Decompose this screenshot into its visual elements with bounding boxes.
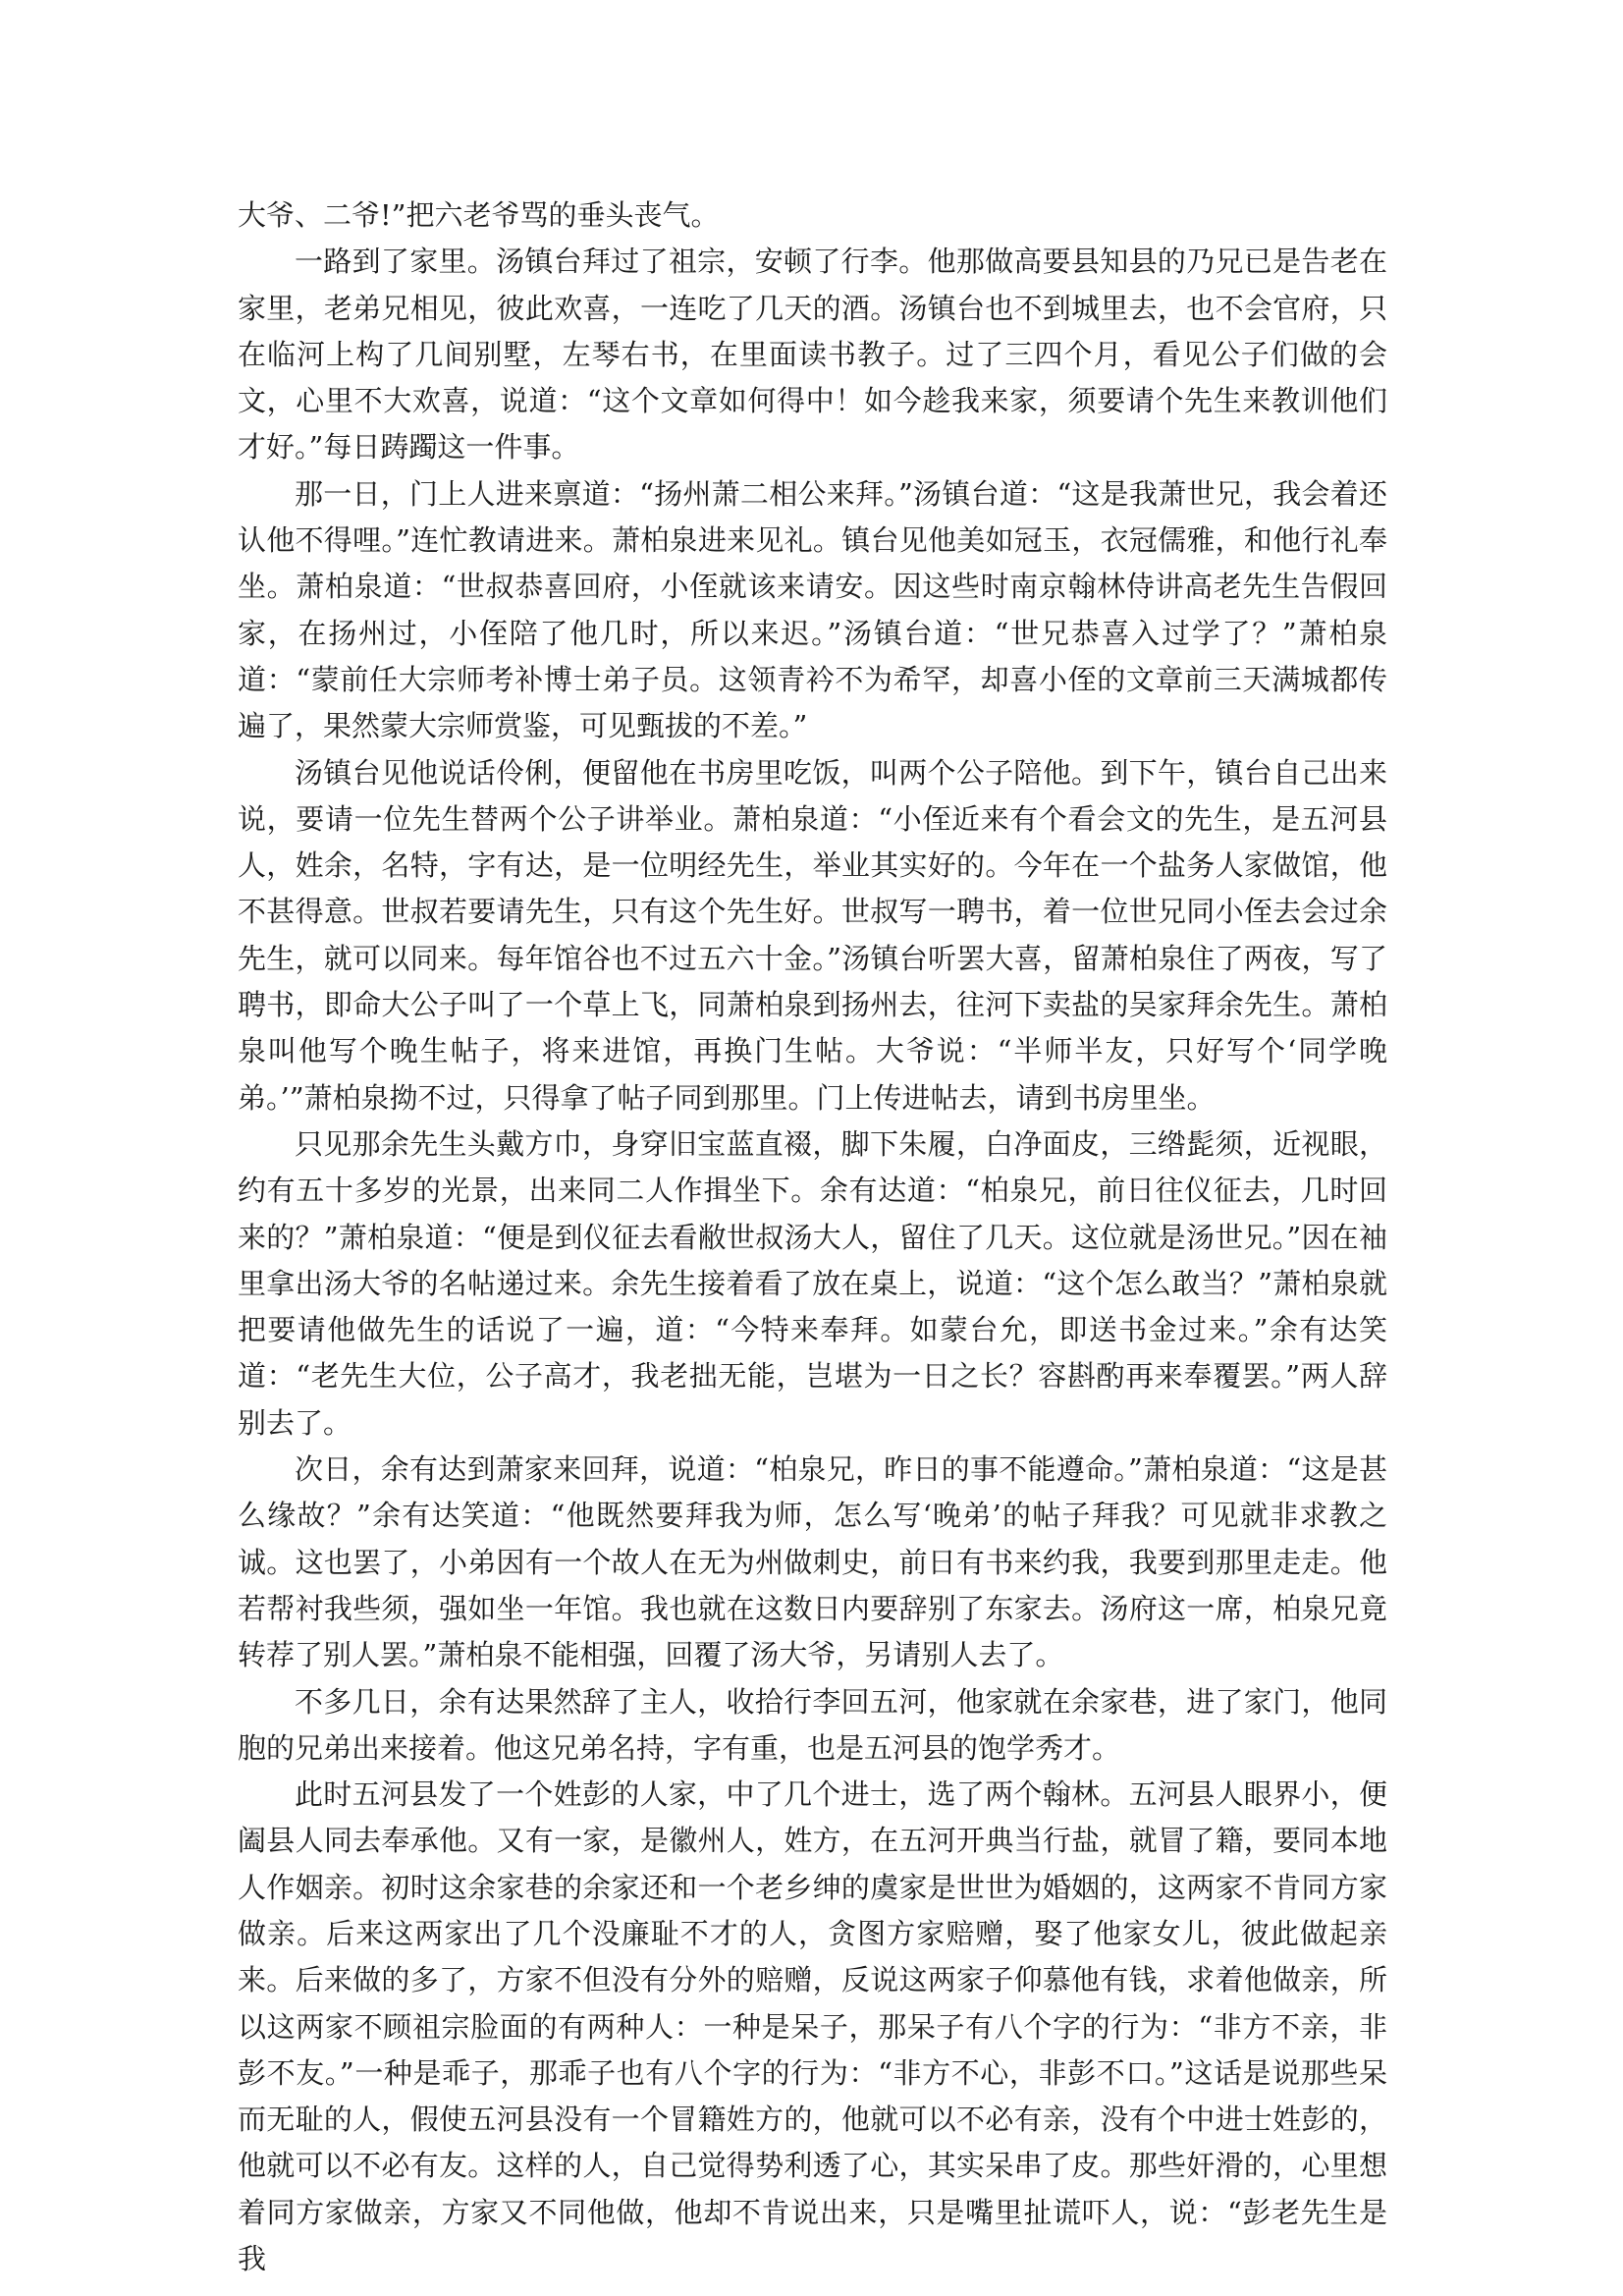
paragraph: 此时五河县发了一个姓彭的人家，中了几个进士，选了两个翰林。五河县人眼界小，便阖县人同去奉承他。又有一家，是徽州人，姓方，在五河开典当行盐，就冒了籍，要同本地人作姻亲。初时这余家巷的余家还和一个老乡绅的虞家是世世为婚姻的，这两家不肯同方家做亲。后来这两家出了几个没廉耻不才的人，贪图方家赔赠，娶了他家女儿，彼此做起亲来。后来做的多了，方家不但没有分外的赔赠，反说这两家子仰慕他有钱，求着他做亲，所以这两家不顾祖宗脸面的有两种人：一种是呆子，那呆子有八个字的行为：“非方不亲，非彭不友。”一种是乖子，那乖子也有八个字的行为：“非方不心，非彭不口。”这话是说那些呆而无耻的人，假使五河县没有一个冒籍姓方的，他就可以不必有亲，没有个中进士姓彭的，他就可以不必有友。这样的人，自己觉得势利透了心，其实呆串了皮。那些奸滑的，心里想着同方家做亲，方家又不同他做，他却不肯说出来，只是嘴里扯谎吓人，说：“彭老先生是我 [238, 1777, 1387, 2276]
paragraph: 次日，余有达到萧家来回拜，说道：“柏泉兄，昨日的事不能遵命。”萧柏泉道：“这是甚么缘故？”余有达笑道：“他既然要拜我为师，怎么写‘晚弟’的帖子拜我？可见就非求教之诚。这也罢了，小弟因有一个故人在无为州做刺史，前日有书来约我，我要到那里走走。他若帮衬我些须，强如坐一年馆。我也就在这数日内要辞别了东家去。汤府这一席，柏泉兄竟转荐了别人罢。”萧柏泉不能相强，回覆了汤大爷，另请别人去了。 [238, 1452, 1387, 1672]
paragraph: 不多几日，余有达果然辞了主人，收拾行李回五河，他家就在余家巷，进了家门，他同胞的兄弟出来接着。他这兄弟名持，字有重，也是五河县的饱学秀才。 [238, 1684, 1387, 1765]
paragraph-continuation: 大爷、二爷!”把六老爷骂的垂头丧气。 [238, 198, 720, 232]
paragraph: 汤镇台见他说话伶俐，便留他在书房里吃饭，叫两个公子陪他。到下午，镇台自己出来说，要请一位先生替两个公子讲举业。萧柏泉道：“小侄近来有个看会文的先生，是五河县人，姓余，名特，字有达，是一位明经先生，举业其实好的。今年在一个盐务人家做馆，他不甚得意。世叔若要请先生，只有这个先生好。世叔写一聘书，着一位世兄同小侄去会过余先生，就可以同来。每年馆谷也不过五六十金。”汤镇台听罢大喜，留萧柏泉住了两夜，写了聘书，即命大公子叫了一个草上飞，同萧柏泉到扬州去，往河下卖盐的吴家拜余先生。萧柏泉叫他写个晚生帖子，将来进馆，再换门生帖。大爷说：“半师半友，只好写个‘同学晚弟。’”萧柏泉拗不过，只得拿了帖子同到那里。门上传进帖去，请到书房里坐。 [238, 755, 1387, 1115]
paragraph: 一路到了家里。汤镇台拜过了祖宗，安顿了行李。他那做高要县知县的乃兄已是告老在家里，老弟兄相见，彼此欢喜，一连吃了几天的酒。汤镇台也不到城里去，也不会官府，只在临河上构了几间别墅，左琴右书，在里面读书教子。过了三四个月，看见公子们做的会文，心里不大欢喜，说道：“这个文章如何得中！如今趁我来家，须要请个先生来教训他们才好。”每日踌躅这一件事。 [238, 245, 1387, 465]
paragraph: 只见那余先生头戴方巾，身穿旧宝蓝直裰，脚下朱履，白净面皮，三绺髭须，近视眼，约有五十多岁的光景，出来同二人作揖坐下。余有达道：“柏泉兄，前日往仪征去，几时回来的？”萧柏泉道：“便是到仪征去看敝世叔汤大人，留住了几天。这位就是汤世兄。”因在袖里拿出汤大爷的名帖递过来。余先生接着看了放在桌上，说道：“这个怎么敢当？”萧柏泉就把要请他做先生的话说了一遍，道：“今特来奉拜。如蒙台允，即送书金过来。”余有达笑道：“老先生大位，公子高才，我老拙无能，岂堪为一日之长？容斟酌再来奉覆罢。”两人辞别去了。 [238, 1126, 1387, 1440]
paragraph: 那一日，门上人进来禀道：“扬州萧二相公来拜。”汤镇台道：“这是我萧世兄，我会着还认他不得哩。”连忙教请进来。萧柏泉进来见礼。镇台见他美如冠玉，衣冠儒雅，和他行礼奉坐。萧柏泉道：“世叔恭喜回府，小侄就该来请安。因这些时南京翰林侍讲高老先生告假回家，在扬州过，小侄陪了他几时，所以来迟。”汤镇台道：“世兄恭喜入过学了？”萧柏泉道：“蒙前任大宗师考补博士弟子员。这领青衿不为希罕，却喜小侄的文章前三天满城都传遍了，果然蒙大宗师赏鉴，可见甄拔的不差。” [238, 476, 1387, 743]
document-page [238, 192, 1387, 2282]
